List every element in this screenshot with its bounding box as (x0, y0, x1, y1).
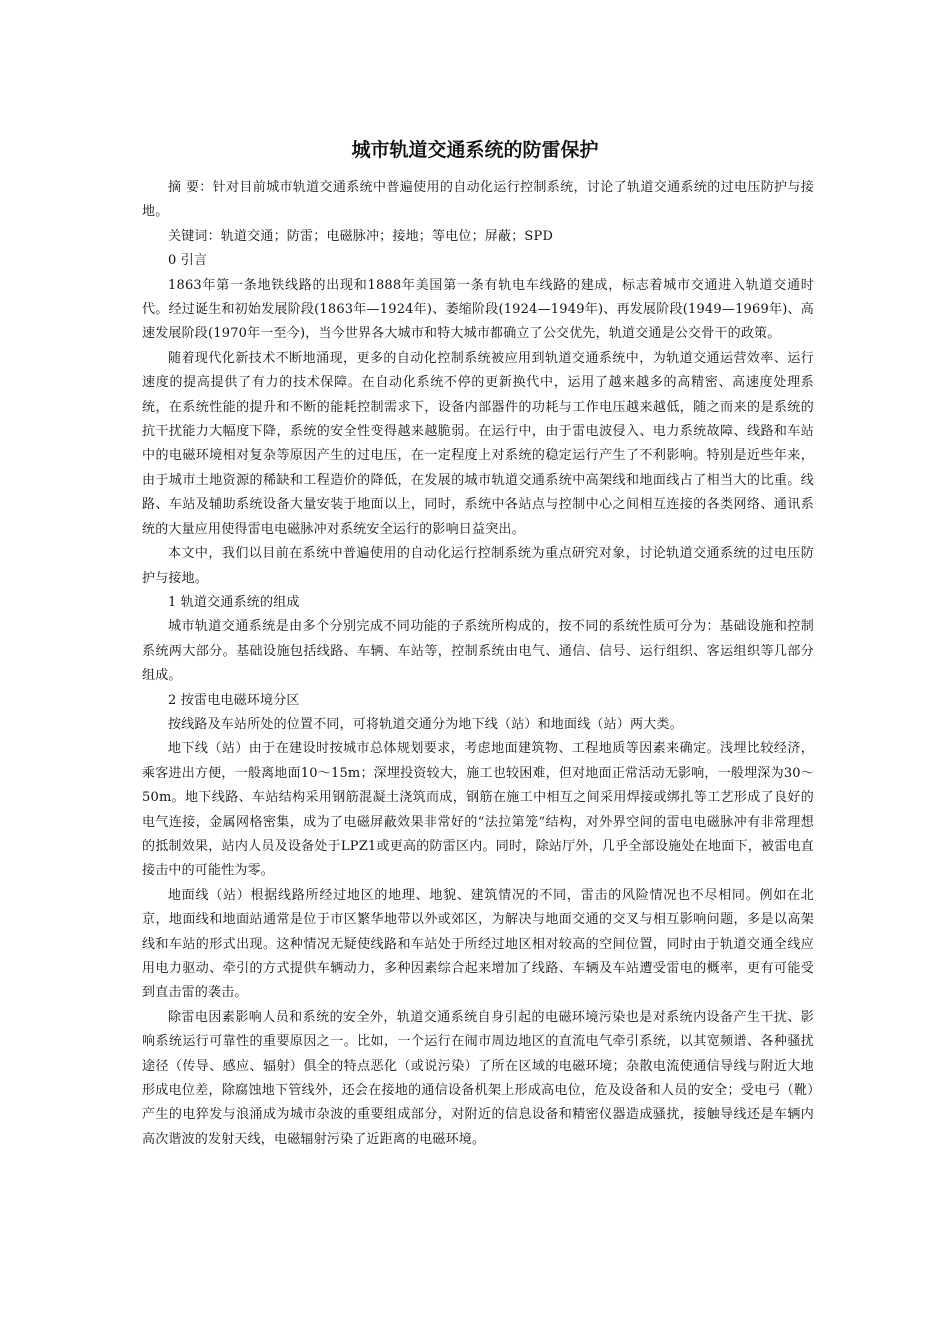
body-paragraph: 1863年第一条地铁线路的出现和1888年美国第一条有轨电车线路的建成，标志着城市交通进入轨道交通时代。经过诞生和初始发展阶段(1863年—1924年)、萎缩阶段(1924—1949年)、再发展阶段(1949—1969年)、高速发展阶段(1970年一至今)，当今世界各大城市和特大城市都确立了公交优先，轨道交通是公交骨干的政策。 (142, 277, 814, 342)
body-paragraph: 地面线（站）根据线路所经过地区的地理、地貌、建筑情况的不同，雷击的风险情况也不尽相同。例如在北京，地面线和地面站通常是位于市区繁华地带以外或郊区，为解决与地面交通的交叉与相互影响问题，多是以高架线和车站的形式出现。这种情况无疑使线路和车站处于所经过地区相对较高的空间位置，同时由于轨道交通全线应用电力驱动、牵引的方式提供车辆动力，多种因素综合起来增加了线路、车辆及车站遭受雷电的概率，更有可能受到直击雷的袭击。 (142, 887, 814, 1001)
body-paragraph: 除雷电因素影响人员和系统的安全外，轨道交通系统自身引起的电磁环境污染也是对系统内设备产生干扰、影响系统运行可靠性的重要原因之一。比如，一个运行在闹市周边地区的直流电气牵引系统，以其宽频谱、各种骚扰途径（传导、感应、辐射）俱全的特点恶化（或说污染）了所在区域的电磁环境；杂散电流使通信导线与附近大地形成电位差，除腐蚀地下管线外，还会在接地的通信设备机架上形成高电位，危及设备和人员的安全；受电弓（靴）产生的电猝发与浪涌成为城市杂波的重要组成部分，对附近的信息设备和精密仪器造成骚扰，接触导线还是车辆内高次谐波的发射天线，电磁辐射污染了近距离的电磁环境。 (142, 1009, 814, 1147)
document-title: 城市轨道交通系统的防雷保护 (351, 139, 599, 161)
abstract-paragraph: 摘 要：针对目前城市轨道交通系统中普遍使用的自动化运行控制系统，讨论了轨道交通系统的过电压防护与接地。 (142, 180, 814, 220)
section-heading-lightning-zones: 2 按雷电电磁环境分区 (168, 692, 300, 708)
document-body (142, 176, 814, 1152)
section-heading-composition: 1 轨道交通系统的组成 (168, 594, 300, 610)
body-paragraph: 地下线（站）由于在建设时按城市总体规划要求，考虑地面建筑物、工程地质等因素来确定。浅埋比较经济，乘客进出方便，一般离地面10～15m；深埋投资较大，施工也较困难，但对地面正常活动无影响，一般埋深为30～50m。地下线路、车站结构采用钢筋混凝土浇筑而成，钢筋在施工中相互之间采用焊接或绑扎等工艺形成了良好的电气连接，金属网格密集，成为了电磁屏蔽效果非常好的“法拉第笼”结构，对外界空间的雷电电磁脉冲有非常理想的抵制效果，站内人员及设备处于LPZ1或更高的防雷区内。同时，除站厅外，几乎全部设施处在地面下，被雷电直接击中的可能性为零。 (142, 741, 814, 879)
section-heading-introduction: 0 引言 (168, 253, 208, 269)
body-paragraph: 按线路及车站所处的位置不同，可将轨道交通分为地下线（站）和地面线（站）两大类。 (168, 716, 683, 732)
body-paragraph: 随着现代化新技术不断地涌现，更多的自动化控制系统被应用到轨道交通系统中，为轨道交通运营效率、运行速度的提高提供了有力的技术保障。在自动化系统不停的更新换代中，运用了越来越多的高精密、高速度处理系统，在系统性能的提升和不断的能耗控制需求下，设备内部器件的功耗与工作电压越来越低，随之而来的是系统的抗干扰能力大幅度下降，系统的安全性变得越来越脆弱。在运行中，由于雷电波侵入、电力系统故障、线路和车站中的电磁环境相对复杂等原因产生的过电压，在一定程度上对系统的稳定运行产生了不利影响。特别是近些年来，由于城市土地资源的稀缺和工程造价的降低，在发展的城市轨道交通系统中高架线和地面线占了相当大的比重。线路、车站及辅助系统设备大量安装于地面以上，同时，系统中各站点与控制中心之间相互连接的各类网络、通讯系统的大量应用使得雷电电磁脉冲对系统安全运行的影响日益突出。 (142, 350, 814, 537)
body-paragraph: 城市轨道交通系统是由多个分别完成不同功能的子系统所构成的，按不同的系统性质可分为：基础设施和控制系统两大部分。基础设施包括线路、车辆、车站等，控制系统由电气、通信、信号、运行组织、客运组织等几部分组成。 (142, 619, 814, 684)
keywords-paragraph: 关键词：轨道交通；防雷；电磁脉冲；接地；等电位；屏蔽；SPD (168, 228, 554, 244)
body-paragraph: 本文中，我们以目前在系统中普遍使用的自动化运行控制系统为重点研究对象，讨论轨道交通系统的过电压防护与接地。 (142, 546, 814, 586)
